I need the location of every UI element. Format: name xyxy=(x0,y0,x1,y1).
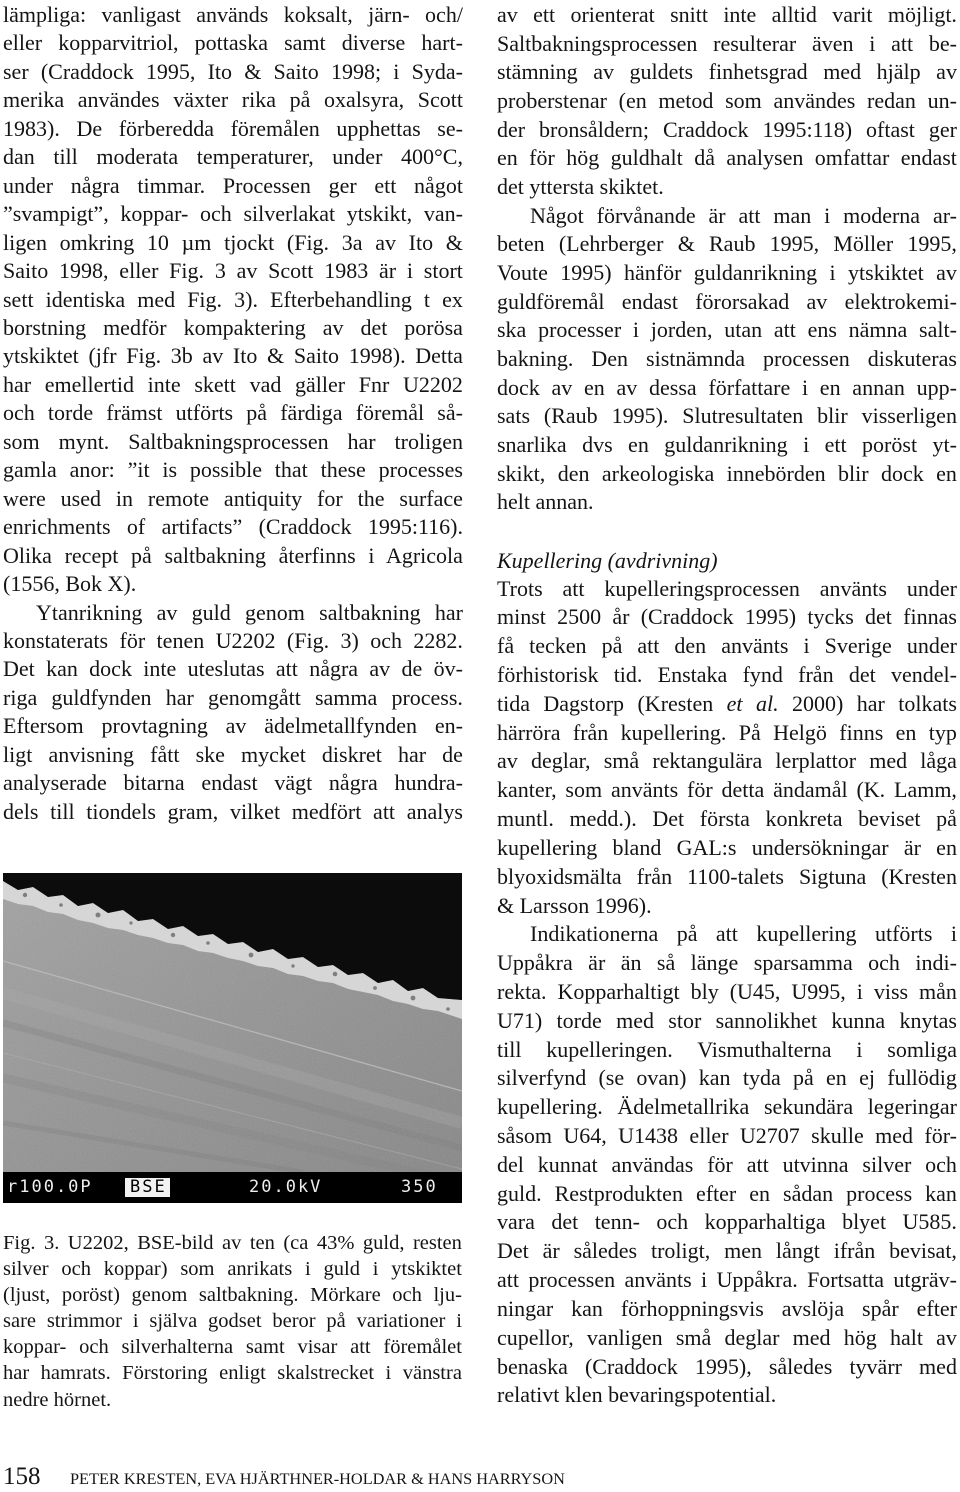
text-line: det yttersta skiktet. xyxy=(497,173,664,199)
text-line: merika användes växter rika på oxalsyra, Scott xyxy=(3,87,463,113)
text-line: kupellering bland GAL:s undersökningar är en xyxy=(497,834,957,860)
text-line: relativt klen bevaringspotential. xyxy=(497,1382,777,1408)
paragraph xyxy=(497,202,957,517)
text-line: benaska (Craddock 1995), således tyvärr med xyxy=(497,1353,957,1379)
text-line: sett identiska med Fig. 3). Efterbehandling t ex xyxy=(3,286,463,312)
text-line: få tecken på att den använts i Sverige under xyxy=(497,633,957,659)
text-line: snarlika dvs en guldanrikning i ett poröst yt- xyxy=(497,431,957,457)
text-line: bakning. Den sistnämnda processen diskuteras xyxy=(497,345,957,371)
text-line: konstaterats för tenen U2202 (Fig. 3) och 2282. xyxy=(3,627,463,653)
text-run: 2000) har tolkats xyxy=(778,690,957,716)
text-line: were used in remote antiquity for the surface xyxy=(3,485,463,511)
text-line xyxy=(497,690,957,719)
text-line: Det kan dock inte uteslutas att några av de öv- xyxy=(3,656,463,682)
text-line: 1983). De förberedda föremålen upphettas se- xyxy=(3,115,463,141)
text-line: silverfynd (se ovan) kan tyda på en ej fullödig xyxy=(497,1065,957,1091)
text-line: & Larsson 1996). xyxy=(497,892,652,918)
magnification-label: 350 xyxy=(401,1177,438,1197)
text-line: der bronsåldern; Craddock 1995:118) oftast ger xyxy=(497,116,957,142)
caption-line: nedre hörnet. xyxy=(3,1388,112,1411)
left-column xyxy=(3,1,463,826)
text-line: förhistorisk tid. Enstaka fynd från det vendel- xyxy=(497,662,957,688)
text-line: under några timmar. Processen ger ett något xyxy=(3,172,463,198)
section-heading xyxy=(497,547,957,576)
voltage-label: 20.0kV xyxy=(249,1177,323,1197)
text-line: ligt anvisning fått ske mycket diskret har de xyxy=(3,741,463,767)
text-line: vara det tenn- och kopparhaltiga blyet U585. xyxy=(497,1209,957,1235)
caption-line: har hamrats. Förstoring enligt skalstrecket i vänstra xyxy=(3,1362,462,1385)
text-line: av ett orienterat snitt inte alltid varit möjligt. xyxy=(497,2,957,27)
text-line: ytskiktet (jfr Fig. 3b av Ito & Saito 1998). Detta xyxy=(3,343,463,369)
text-line: (1556, Bok X). xyxy=(3,571,137,597)
text-line: beten (Lehrberger & Raub 1995, Möller 1995, xyxy=(497,231,957,257)
figure xyxy=(3,873,462,1203)
text-line: Saltbakningsprocessen resulterar även i att be- xyxy=(497,30,957,56)
paragraph xyxy=(497,1,957,202)
text-line: Saito 1998, eller Fig. 3 av Scott 1983 är i stort xyxy=(3,258,463,284)
text-line: Uppåkra är än så länge sparsamma och indi- xyxy=(497,950,957,976)
micrograph-image xyxy=(3,873,462,1172)
text-line: ”svampigt”, koppar- och silverlakat ytskikt, van- xyxy=(3,201,463,227)
text-line: eller kopparvitriol, pottaska samt diverse hart- xyxy=(3,30,463,56)
text-line: som mynt. Saltbakningsprocessen har troligen xyxy=(3,428,463,454)
caption-line: koppar- och silverhalterna samt visar att föremålet xyxy=(3,1336,462,1359)
text-line: har emellertid inte skett vad gäller Fnr U2202 xyxy=(3,371,463,397)
text-line: lämpliga: vanligast används koksalt, järn- och/ xyxy=(3,2,463,27)
text-line: sats (Raub 1995). Slutresultaten blir visserligen xyxy=(497,403,957,429)
figure-caption xyxy=(3,1230,462,1413)
text-line: analyserade bitarna endast vägt några hundra- xyxy=(3,770,463,796)
text-line: rekta. Kopparhaltigt bly (U45, U995, i viss mån xyxy=(497,978,957,1004)
text-line: guldföremål endast förorsakad av elektrokemi- xyxy=(497,288,957,314)
text-run: tida Dagstorp (Kresten xyxy=(497,690,727,716)
text-line: skikt, den arkeologiska innebörden blir dock en xyxy=(497,460,957,486)
text-line: dels till tiondels gram, vilket medfört att analys xyxy=(3,798,463,824)
text-line: Något förvånande är att man i moderna ar- xyxy=(530,202,957,228)
text-line: härröra från kupellering. På Helgö finns en typ xyxy=(497,719,957,745)
text-line: Trots att kupelleringsprocessen använts under xyxy=(497,575,957,601)
running-footer: PETER KRESTEN, EVA HJÄRTHNER-HOLDAR & HANS HARRYSON xyxy=(70,1469,565,1488)
text-line: blyoxidsmälta från 1100-talets Sigtuna (Kresten xyxy=(497,863,957,889)
text-line: gamla anor: ”it is possible that these processes xyxy=(3,457,463,483)
text-line: och torde främst utförts på färdiga föremål så- xyxy=(3,400,463,426)
text-line: Olika recept på saltbakning återfinns i Agricola xyxy=(3,542,463,568)
right-column-bottom xyxy=(497,575,957,1411)
section-heading-text: Kupellering (avdrivning) xyxy=(497,547,718,573)
detector-label: BSE xyxy=(125,1178,170,1197)
text-line: Ytanrikning av guld genom saltbakning har xyxy=(36,599,463,625)
text-line: Det är således troligt, men långt ifrån bevisat, xyxy=(497,1238,957,1264)
text-line: en för hög guldhalt då analysen omfattar endast xyxy=(497,145,957,171)
text-line: Indikationerna på att kupellering utförts i xyxy=(530,921,957,947)
text-line: muntl. medd.). Det första konkreta beviset på xyxy=(497,806,957,832)
page-footer xyxy=(3,1464,565,1490)
caption-line: sare strimmor i själva godset beror på variationer i xyxy=(3,1310,462,1333)
text-line: del kunnat användas för att utvinna silver och xyxy=(497,1151,957,1177)
italic-run: et al. xyxy=(726,690,779,716)
text-line: riga guldfynden har genomgått samma process. xyxy=(3,684,463,710)
text-line: Voute 1995) hänför guldanrikning i ytskiktet av xyxy=(497,259,957,285)
text-line: kanter, som använts för detta ändamål (K. Lamm, xyxy=(497,777,957,803)
caption-line: (ljust, poröst) genom saltbakning. Mörkare och lju- xyxy=(3,1284,462,1307)
paragraph xyxy=(497,575,957,921)
text-line: ska processer i jorden, utan att ens nämna salt- xyxy=(497,317,957,343)
paragraph xyxy=(3,599,463,827)
text-line: enrichments of artifacts” (Craddock 1995:116). xyxy=(3,514,463,540)
caption-line: silver och koppar) som anrikats i guld i ytskiktet xyxy=(3,1258,462,1281)
text-line: U71) torde med stor sannolikhet kunna knytas xyxy=(497,1007,957,1033)
micrograph-databar xyxy=(3,1172,462,1203)
right-column-top xyxy=(497,1,957,517)
text-line: av deglar, små rektangulära lerplattor med låga xyxy=(497,748,957,774)
page-number: 158 xyxy=(3,1463,41,1490)
text-line: ningar kan förhoppningsvis avslöja spår efter xyxy=(497,1295,957,1321)
scale-label: r100.0P xyxy=(7,1177,93,1197)
text-line: Eftersom provtagning av ädelmetallfynden en- xyxy=(3,713,463,739)
text-line: dock av en av dessa författare i en annan upp- xyxy=(497,374,957,400)
text-line: kupellering. Ädelmetallrika sekundära legeringar xyxy=(497,1094,957,1120)
paragraph xyxy=(497,920,957,1410)
text-line: såsom U64, U1438 eller U2707 skulle med för- xyxy=(497,1123,957,1149)
text-line: guld. Restprodukten efter en sådan process kan xyxy=(497,1180,957,1206)
text-line: proberstenar (en metod som användes redan un- xyxy=(497,87,957,113)
text-line: ligen omkring 10 µm tjockt (Fig. 3a av Ito & xyxy=(3,229,463,255)
text-line: att processen använts i Uppåkra. Fortsatta utgräv- xyxy=(497,1267,957,1293)
text-line: till kupelleringen. Vismuthalterna i somliga xyxy=(497,1036,957,1062)
text-line: dan till moderata temperaturer, under 400°C, xyxy=(3,144,463,170)
text-line: helt annan. xyxy=(497,489,594,515)
text-line: stämning av guldets finhetsgrad med hjälp av xyxy=(497,59,957,85)
text-line: minst 2500 år (Craddock 1995) tycks det finnas xyxy=(497,604,957,630)
caption-line: Fig. 3. U2202, BSE-bild av ten (ca 43% guld, resten xyxy=(3,1232,462,1254)
text-line: borstning medför kompaktering av det porösa xyxy=(3,314,463,340)
text-line: ser (Craddock 1995, Ito & Saito 1998; i Syda- xyxy=(3,58,463,84)
text-line: cupellor, vanligen små deglar med hög halt av xyxy=(497,1324,957,1350)
paragraph xyxy=(3,1,463,599)
